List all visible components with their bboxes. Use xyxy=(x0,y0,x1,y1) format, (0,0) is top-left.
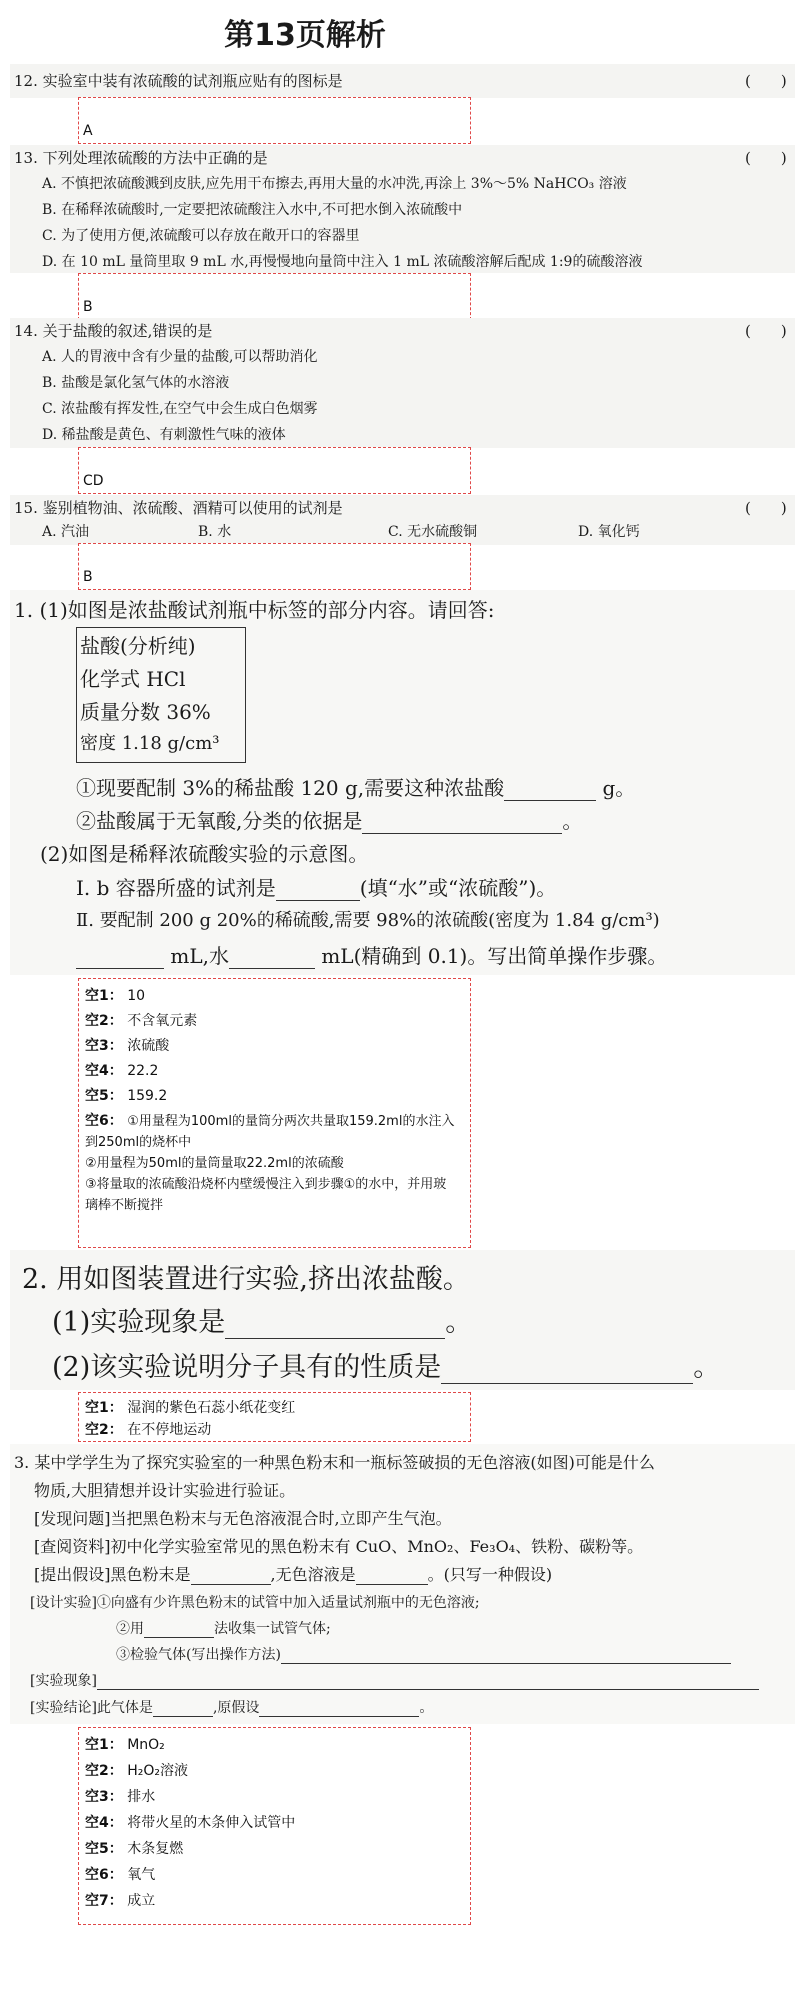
answer-text: B xyxy=(83,299,93,315)
answer-row xyxy=(85,1864,155,1884)
answer-paren: ( ) xyxy=(745,72,787,90)
design-step-2 xyxy=(116,1618,331,1638)
answer-row xyxy=(85,1397,295,1417)
answer-row xyxy=(85,1812,295,1832)
answer-paren: ( ) xyxy=(745,322,787,340)
question-text: ,原假设 xyxy=(212,1700,260,1716)
option-b: B. 在稀释浓硫酸时,一定要把浓硫酸注入水中,不可把水倒入浓硫酸中 xyxy=(42,202,463,218)
answer-key: 空4： xyxy=(85,1815,123,1831)
answer-key: 空1： xyxy=(85,1400,123,1416)
question-text: 。 xyxy=(419,1700,434,1716)
answer-key: 空2： xyxy=(85,1763,123,1779)
option-a: A. 不慎把浓硫酸溅到皮肤,应先用干布擦去,再用大量的水冲洗,再涂上 3%～5% NaHCO₃ 溶液 xyxy=(42,176,627,192)
answer-text: A xyxy=(83,123,93,139)
answer-step: ①用量程为100ml的量筒分两次共量取159.2ml的水注入到250ml的烧杯中 xyxy=(85,1114,455,1150)
answer-key: 空2： xyxy=(85,1422,123,1438)
unit-text: mL(精确到 0.1)。写出简单操作步骤。 xyxy=(321,944,668,968)
answer-box-problem-3 xyxy=(78,1727,471,1925)
answer-step: ②用量程为50ml的量筒量取22.2ml的浓硫酸 xyxy=(85,1156,344,1171)
question-2 xyxy=(52,1345,720,1384)
design-step-1: [设计实验]①向盛有少许黑色粉末的试管中加入适量试剂瓶中的无色溶液; xyxy=(30,1595,480,1611)
question-text: (1)实验现象是 xyxy=(52,1307,226,1338)
answer-row xyxy=(85,1010,197,1030)
option-c: C. 为了使用方便,浓硫酸可以存放在敞开口的容器里 xyxy=(42,228,360,244)
answer-value: 在不停地运动 xyxy=(127,1422,212,1438)
question-text: ,无色溶液是 xyxy=(270,1565,356,1584)
answer-box-15 xyxy=(78,543,471,590)
answer-key: 空5： xyxy=(85,1841,123,1857)
question-1b xyxy=(76,805,582,834)
question-13 xyxy=(10,145,795,273)
answer-row xyxy=(85,1734,165,1754)
blank-6 xyxy=(153,1700,213,1717)
end-text: 。 xyxy=(693,1352,721,1383)
option-c: C. 浓盐酸有挥发性,在空气中会生成白色烟雾 xyxy=(42,401,318,417)
question-text: [提出假设]黑色粉末是 xyxy=(34,1565,191,1584)
blank-2 xyxy=(441,1352,693,1384)
problem-intro: 2. 用如图装置进行实验,挤出浓盐酸。 xyxy=(22,1264,470,1295)
answer-row xyxy=(85,1890,155,1910)
answer-value: 浓硫酸 xyxy=(127,1038,170,1054)
question-2a xyxy=(76,872,556,901)
answer-row xyxy=(85,1035,169,1055)
blank-4 xyxy=(76,944,164,969)
answer-value: 10 xyxy=(127,988,146,1004)
question-text: ②用 xyxy=(116,1621,144,1637)
question-2b-blanks xyxy=(76,940,667,969)
answer-box-12 xyxy=(78,97,471,144)
question-text: 12. 实验室中装有浓硫酸的试剂瓶应贴有的图标是 xyxy=(14,72,343,90)
question-1a xyxy=(76,772,635,801)
question-15 xyxy=(10,495,795,545)
unit-text: mL,水 xyxy=(170,944,229,968)
hypothesis xyxy=(34,1562,552,1585)
answer-box-13 xyxy=(78,273,471,320)
option-a: A. 人的胃液中含有少量的盐酸,可以帮助消化 xyxy=(42,349,318,365)
part-2-intro: (2)如图是稀释浓硫酸实验的示意图。 xyxy=(40,842,369,866)
question-text: [实验结论]此气体是 xyxy=(30,1700,153,1716)
question-12 xyxy=(10,64,795,98)
answer-value: 159.2 xyxy=(127,1088,168,1104)
question-text: Ⅰ. b 容器所盛的试剂是 xyxy=(76,876,276,900)
end-text: 。 xyxy=(445,1307,473,1338)
answer-key: 空5： xyxy=(85,1088,123,1104)
blank-1 xyxy=(225,1307,445,1339)
find-problem: [发现问题]当把黑色粉末与无色溶液混合时,立即产生气泡。 xyxy=(34,1509,452,1528)
question-text: 13. 下列处理浓硫酸的方法中正确的是 xyxy=(14,149,268,167)
answer-value: 不含氧元素 xyxy=(127,1013,198,1029)
option-c: C. 无水硫酸铜 xyxy=(388,524,478,540)
question-text: 14. 关于盐酸的叙述,错误的是 xyxy=(14,322,213,340)
question-text: 15. 鉴别植物油、浓硫酸、酒精可以使用的试剂是 xyxy=(14,499,343,517)
option-b: B. 盐酸是氯化氢气体的水溶液 xyxy=(42,375,230,391)
problem-intro: 3. 某中学学生为了探究实验室的一种黑色粉末和一瓶标签破损的无色溶液(如图)可能是什么 xyxy=(14,1453,655,1472)
answer-value: 22.2 xyxy=(127,1063,159,1079)
question-text: [实验现象] xyxy=(30,1673,97,1689)
answer-paren: ( ) xyxy=(745,149,787,167)
blank-3 xyxy=(144,1621,214,1638)
unit-text: g。 xyxy=(602,776,636,800)
answer-key: 空6： xyxy=(85,1113,123,1129)
answer-paren: ( ) xyxy=(745,499,787,517)
blank-4 xyxy=(281,1647,731,1664)
option-d: D. 稀盐酸是黄色、有刺激性气味的液体 xyxy=(42,427,286,443)
answer-step: ③将量取的浓硫酸沿烧杯内壁缓慢注入到步骤①的水中，并用玻璃棒不断搅拌 xyxy=(85,1177,447,1213)
answer-value: 氧气 xyxy=(127,1867,156,1883)
label-line: 质量分数 36% xyxy=(80,700,211,724)
answer-value: 成立 xyxy=(127,1893,156,1909)
reagent-label xyxy=(76,627,246,763)
answer-value: MnO₂ xyxy=(127,1737,165,1753)
question-text: 法收集一试管气体; xyxy=(214,1621,331,1637)
end-text: (填“水”或“浓硫酸”)。 xyxy=(359,876,557,900)
option-b: B. 水 xyxy=(198,524,232,540)
answer-row xyxy=(85,1786,155,1806)
phenomenon xyxy=(30,1670,759,1690)
answer-box-problem-1 xyxy=(78,978,471,1248)
design-step-3 xyxy=(116,1644,731,1664)
end-text: 。 xyxy=(562,809,583,833)
option-d: D. 氧化钙 xyxy=(578,524,640,540)
label-line: 化学式 HCl xyxy=(80,667,186,691)
answer-value: 木条复燃 xyxy=(127,1841,184,1857)
label-line: 盐酸(分析纯) xyxy=(80,634,196,658)
answer-value: 湿润的紫色石蕊小纸花变红 xyxy=(127,1400,296,1416)
question-text: (2)该实验说明分子具有的性质是 xyxy=(52,1352,442,1383)
page-title: 第13页解析 xyxy=(224,18,386,53)
answer-key: 空1： xyxy=(85,1737,123,1753)
reference-info: [查阅资料]初中化学实验室常见的黑色粉末有 CuO、MnO₂、Fe₃O₄、铁粉、碳粉等。 xyxy=(34,1537,644,1556)
blank-3 xyxy=(276,876,360,901)
answer-key: 空2： xyxy=(85,1013,123,1029)
answer-row xyxy=(85,1838,183,1858)
answer-key: 空1： xyxy=(85,988,123,1004)
option-d: D. 在 10 mL 量筒里取 9 mL 水,再慢慢地向量筒中注入 1 mL 浓硫酸溶解后配成 1:9的硫酸溶液 xyxy=(42,254,643,270)
blank-1 xyxy=(191,1565,271,1585)
answer-key: 空3： xyxy=(85,1038,123,1054)
question-14 xyxy=(10,318,795,448)
answer-value: 将带火星的木条伸入试管中 xyxy=(127,1815,296,1831)
blank-5 xyxy=(229,944,315,969)
answer-value: 排水 xyxy=(127,1789,156,1805)
answer-box-14 xyxy=(78,447,471,494)
blank-2 xyxy=(356,1565,428,1585)
answer-row xyxy=(85,1760,188,1780)
answer-key: 空4： xyxy=(85,1063,123,1079)
question-1 xyxy=(52,1300,472,1339)
problem-intro-2: 物质,大胆猜想并设计实验进行验证。 xyxy=(34,1481,296,1500)
answer-row xyxy=(85,1085,167,1105)
answer-row xyxy=(85,985,145,1005)
answer-box-problem-2 xyxy=(78,1392,471,1442)
question-text: ②盐酸属于无氧酸,分类的依据是 xyxy=(76,809,363,833)
answer-key: 空6： xyxy=(85,1867,123,1883)
answer-row-6 xyxy=(85,1111,455,1216)
option-a: A. 汽油 xyxy=(42,524,90,540)
label-line: 密度 1.18 g/cm³ xyxy=(80,733,220,754)
question-text: ①现要配制 3%的稀盐酸 120 g,需要这种浓盐酸 xyxy=(76,776,505,800)
answer-key: 空7： xyxy=(85,1893,123,1909)
answer-row xyxy=(85,1060,158,1080)
answer-key: 空3： xyxy=(85,1789,123,1805)
answer-text: CD xyxy=(83,473,104,489)
blank-2 xyxy=(362,809,562,834)
blank-5 xyxy=(97,1673,759,1690)
answer-value: H₂O₂溶液 xyxy=(127,1763,188,1779)
blank-1 xyxy=(504,776,596,801)
question-2b: Ⅱ. 要配制 200 g 20%的稀硫酸,需要 98%的浓硫酸(密度为 1.84 g/cm³) xyxy=(76,910,660,931)
question-text: 。(只写一种假设) xyxy=(427,1565,553,1584)
blank-7 xyxy=(259,1700,419,1717)
answer-row xyxy=(85,1419,211,1439)
problem-intro: 1. (1)如图是浓盐酸试剂瓶中标签的部分内容。请回答: xyxy=(14,598,495,622)
question-text: ③检验气体(写出操作方法) xyxy=(116,1647,281,1663)
conclusion xyxy=(30,1697,433,1717)
answer-text: B xyxy=(83,569,93,585)
